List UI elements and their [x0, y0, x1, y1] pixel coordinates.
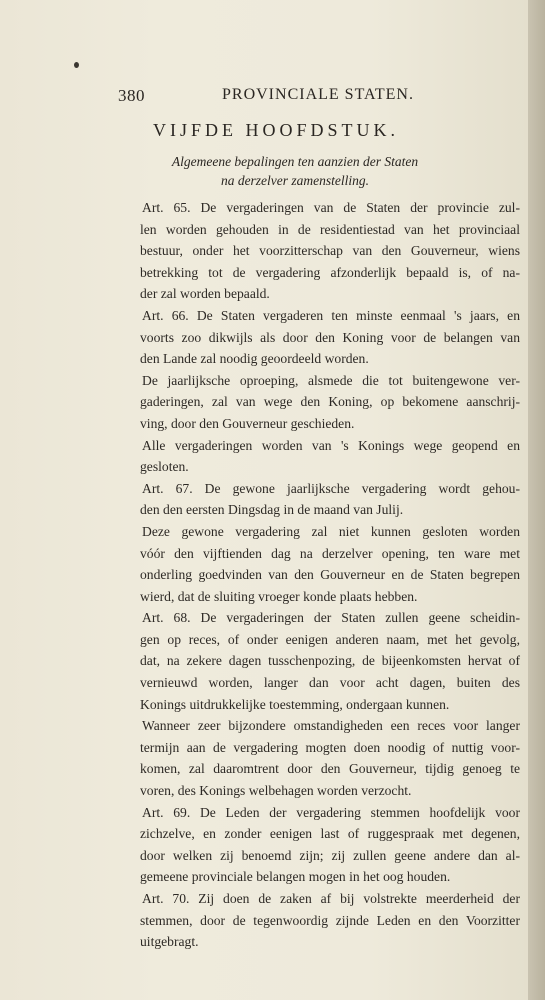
text-line: komen, zal daaromtrent door den Gouverneur, tijdig genoeg te [140, 761, 520, 777]
text-line: Art. 65. De vergaderingen van de Staten der provincie zul- [142, 200, 520, 215]
text-line: dat, na zekere dagen tusschenpozing, de bijeenkomsten hervat of [140, 653, 520, 669]
text-line: gaderingen, zal van wege den Koning, op bekomene aanschrij- [140, 394, 520, 410]
text-line: vernieuwd worden, langer dan voor acht dagen, buiten des [140, 675, 520, 691]
text-line: Art. 70. Zij doen de zaken af bij volstrekte meerderheid der [142, 891, 520, 906]
chapter-subtitle [140, 152, 450, 190]
chapter-title: VIJFDE HOOFDSTUK. [152, 120, 399, 140]
body-text [142, 197, 520, 953]
text-line: den Lande zal noodig geoordeeld worden. [140, 351, 369, 367]
running-head: PROVINCIALE STATEN. [222, 86, 414, 103]
text-line: Wanneer zeer bijzondere omstandigheden een reces voor langer [142, 718, 520, 734]
page-number: 380 [118, 86, 145, 105]
text-line: betrekking tot de vergadering afzonderlijk bepaald is, of na- [140, 264, 520, 280]
text-line: voorts zoo dikwijls als door den Koning voor de belangen van [140, 329, 520, 345]
text-line: zichzelve, en zonder eenigen last of ruggespraak met degenen, [140, 826, 520, 842]
text-line: wierd, dat de sluiting vroeger konde plaats hebben. [140, 588, 418, 604]
text-line: Art. 68. De vergaderingen der Staten zullen geene scheidin- [142, 610, 520, 626]
page-edge [528, 0, 545, 1000]
text-line: bestuur, onder het voorzitterschap van den Gouverneur, wiens [140, 243, 520, 259]
text-line: Art. 67. De gewone jaarlijksche vergadering wordt gehou- [142, 480, 520, 496]
text-line: termijn aan de vergadering mogten doen noodig of nuttig voor- [140, 739, 520, 755]
subtitle-line: na derzelver zamenstelling. [220, 173, 370, 188]
text-line: den den eersten Dingsdag in de maand van Julij. [140, 502, 404, 518]
text-line: stemmen, door de tegenwoordig zijnde Leden en den Voorzitter [140, 912, 520, 928]
text-line: der zal worden bepaald. [140, 286, 270, 302]
text-line: len worden gehouden in de residentiestad van het provinciaal [140, 221, 520, 237]
text-line: Art. 69. De Leden der vergadering stemmen hoofdelijk voor [142, 804, 520, 820]
text-line: Konings uitdrukkelijke toestemming, ondergaan kunnen. [140, 696, 450, 712]
text-line: gen op reces, of onder eenigen anderen naam, met het gevolg, [140, 631, 520, 647]
text-line: Art. 66. De Staten vergaderen ten minste eenmaal 's jaars, en [142, 307, 520, 323]
text-line: gesloten. [140, 459, 189, 475]
text-line: gemeene provinciale belangen mogen in het oog houden. [140, 869, 451, 885]
text-line: door welken zij benoemd zijn; zij zullen geene andere dan al- [140, 847, 520, 863]
text-line: Alle vergaderingen worden van 's Konings wege geopend en [142, 437, 520, 453]
text-line: Deze gewone vergadering zal niet kunnen gesloten worden [142, 523, 520, 539]
text-line: uitgebragt. [140, 934, 199, 950]
page-header [118, 86, 418, 110]
text-line: ving, door den Gouverneur geschieden. [140, 415, 355, 431]
text-line: onderling goedvinden van den Gouverneur en de Staten begrepen [140, 567, 520, 583]
text-line: voren, des Konings welbehagen worden verzocht. [140, 783, 412, 799]
text-line: vóór den vijftienden dag na derzelver opening, ten ware met [140, 545, 520, 561]
subtitle-line: Algemeene bepalingen ten aanzien der Staten [171, 154, 419, 169]
text-line: De jaarlijksche oproeping, alsmede die tot buitengewone ver- [142, 372, 520, 388]
ink-spot [74, 62, 79, 68]
